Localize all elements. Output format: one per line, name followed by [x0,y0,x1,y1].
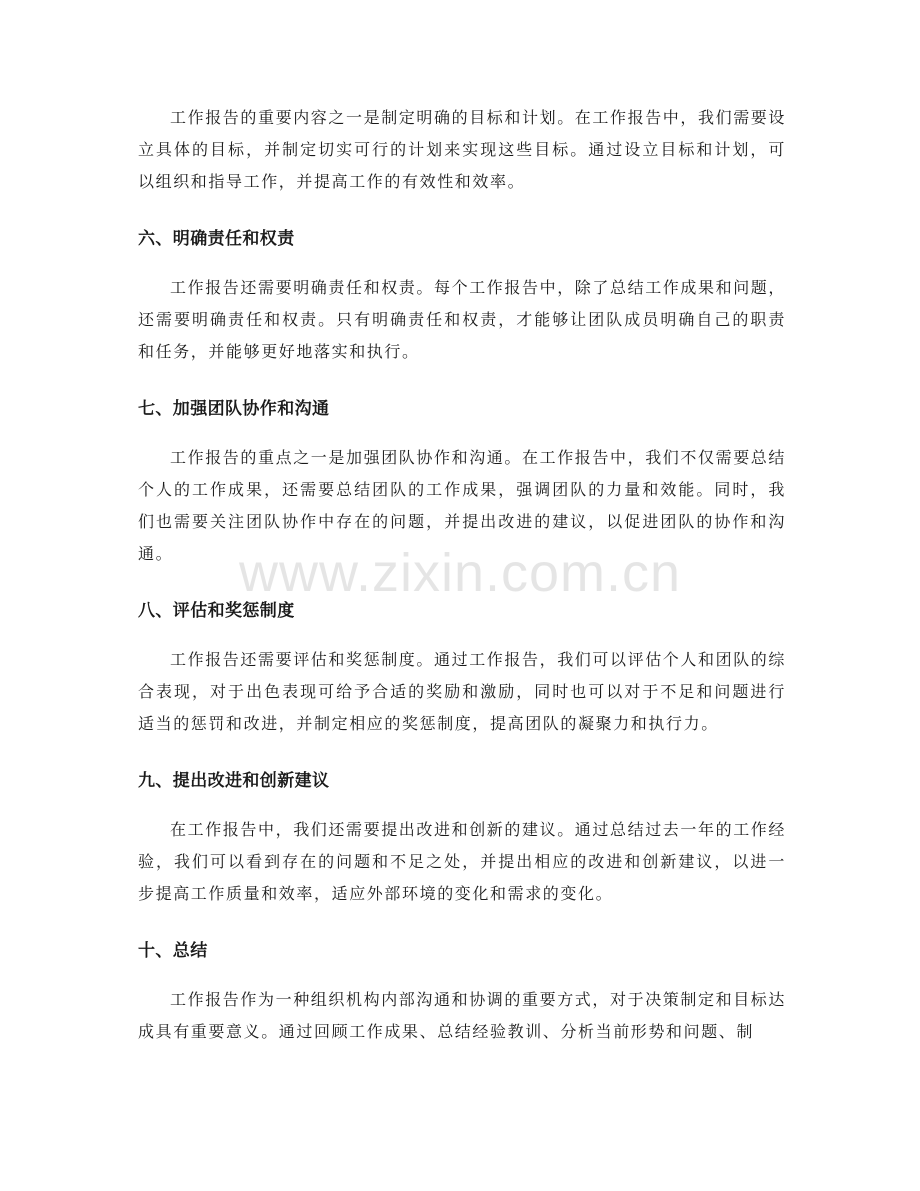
section-7-heading: 七、加强团队协作和沟通 [138,399,330,419]
section-9-heading: 九、提出改进和创新建议 [138,771,330,791]
section-6-paragraph: 工作报告还需要明确责任和权责。每个工作报告中，除了总结工作成果和问题，还需要明确责任和权责。只有明确责任和权责，才能够让团队成员明确自己的职责和任务，并能够更好地落实和执行。 [138,278,787,361]
document-body [138,102,786,1048]
intro-paragraph: 工作报告的重要内容之一是制定明确的目标和计划。在工作报告中，我们需要设立具体的目标，并制定切实可行的计划来实现这些目标。通过设立目标和计划，可以组织和指导工作，并提高工作的有效性和效率。 [138,108,787,191]
section-8-heading: 八、评估和奖惩制度 [138,601,295,621]
section-7-paragraph: 工作报告的重点之一是加强团队协作和沟通。在工作报告中，我们不仅需要总结个人的工作成果，还需要总结团队的工作成果，强调团队的力量和效能。同时，我们也需要关注团队协作中存在的问题，并提出改进的建议，以促进团队的协作和沟通。 [138,448,787,563]
watermark: www.zixin.com.cn [238,543,682,603]
section-9-paragraph: 在工作报告中，我们还需要提出改进和创新的建议。通过总结过去一年的工作经验，我们可以看到存在的问题和不足之处，并提出相应的改进和创新建议，以进一步提高工作质量和效率，适应外部环境的变化和需求的变化。 [138,820,787,903]
section-6-heading: 六、明确责任和权责 [138,229,295,249]
section-8-paragraph: 工作报告还需要评估和奖惩制度。通过工作报告，我们可以评估个人和团队的综合表现，对于出色表现可给予合适的奖励和激励，同时也可以对于不足和问题进行适当的惩罚和改进，并制定相应的奖惩制度，提高团队的凝聚力和执行力。 [138,650,787,733]
section-10-heading: 十、总结 [138,941,208,961]
section-10-paragraph: 工作报告作为一种组织机构内部沟通和协调的重要方式，对于决策制定和目标达成具有重要意义。通过回顾工作成果、总结经验教训、分析当前形势和问题、制 [138,990,787,1041]
